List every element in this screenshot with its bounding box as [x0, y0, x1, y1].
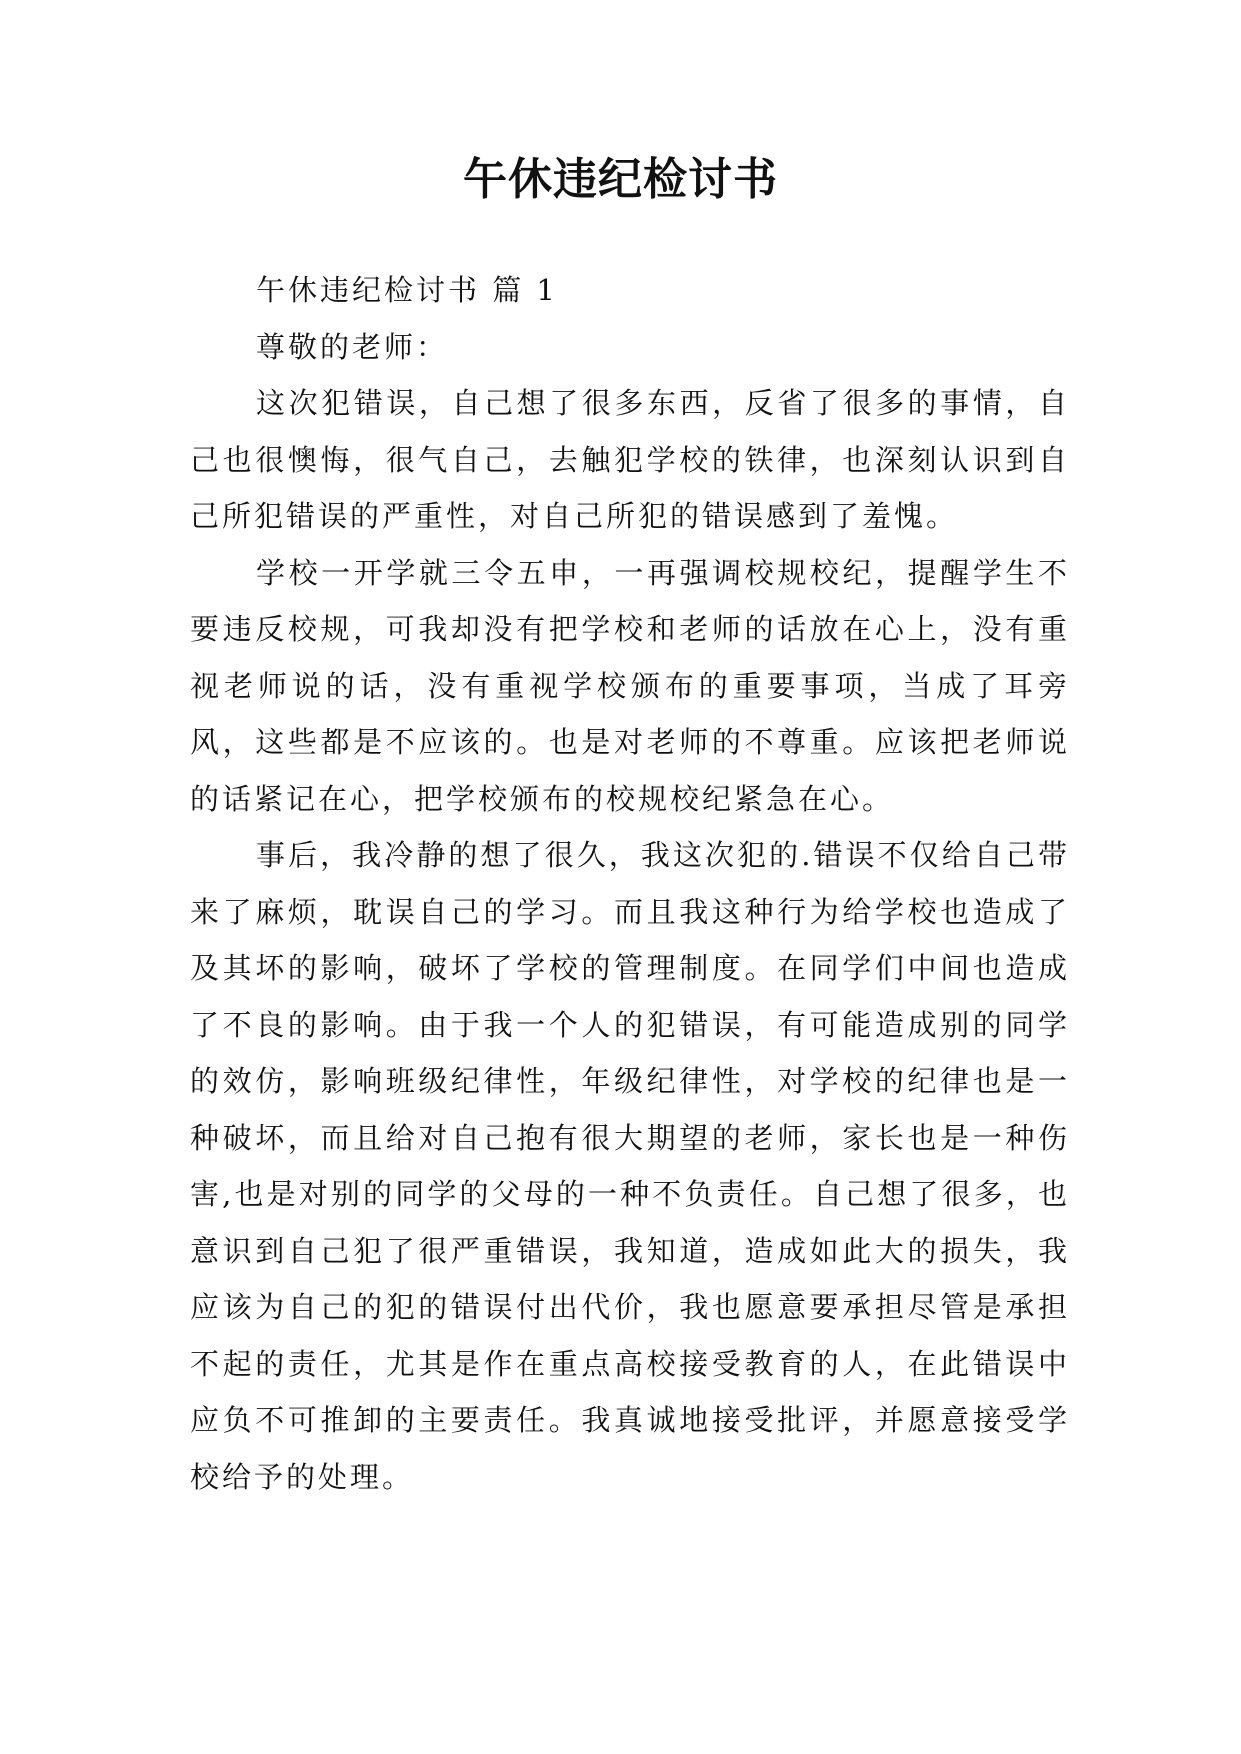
paragraph-1: 这次犯错误，自己想了很多东西，反省了很多的事情，自己也很懊悔，很气自己，去触犯学校的铁律，也深刻认识到自己所犯错误的严重性，对自己所犯的错误感到了羞愧。: [190, 386, 1070, 533]
document-body: [190, 262, 1070, 1505]
paragraph-3: 事后，我冷静的想了很久，我这次犯的.错误不仅给自己带来了麻烦，耽误自己的学习。而且我这种行为给学校也造成了及其坏的影响，破坏了学校的管理制度。在同学们中间也造成了不良的影响。由于我一个人的犯错误，有可能造成别的同学的效仿，影响班级纪律性，年级纪律性，对学校的纪律也是一种破坏，而且给对自己抱有很大期望的老师，家长也是一种伤害,也是对别的同学的父母的一种不负责任。自己想了很多，也意识到自己犯了很严重错误，我知道，造成如此大的损失，我应该为自己的犯的错误付出代价，我也愿意要承担尽管是承担不起的责任，尤其是作在重点高校接受教育的人，在此错误中应负不可推卸的主要责任。我真诚地接受批评，并愿意接受学校给予的处理。: [190, 838, 1070, 1494]
document-title: 午休违纪检讨书: [463, 154, 778, 205]
paragraph-2: 学校一开学就三令五申，一再强调校规校纪，提醒学生不要违反校规，可我却没有把学校和老师的话放在心上，没有重视老师说的话，没有重视学校颁布的重要事项，当成了耳旁风，这些都是不应该的。也是对老师的不尊重。应该把老师说的话紧记在心，把学校颁布的校规校纪紧急在心。: [190, 555, 1070, 816]
salutation: 尊敬的老师：: [256, 329, 449, 364]
section-heading: 午休违纪检讨书 篇 1: [256, 273, 558, 307]
